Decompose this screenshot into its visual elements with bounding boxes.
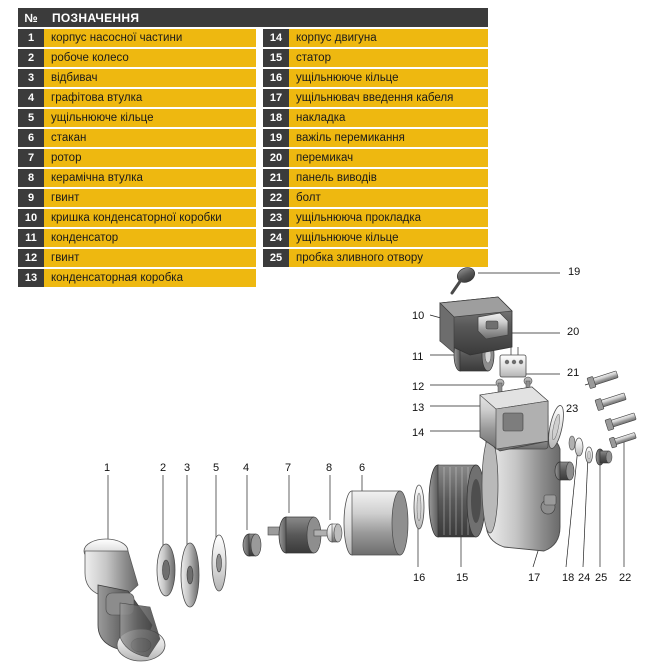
legend-item-14 — [263, 29, 488, 47]
part-deflector — [181, 543, 199, 607]
part-pad — [575, 438, 583, 456]
legend-item-4 — [18, 89, 256, 107]
callout-13: 13 — [412, 402, 425, 414]
callout-25: 25 — [595, 572, 608, 584]
part-terminal-panel — [500, 347, 526, 377]
legend-item-number: 7 — [18, 149, 44, 167]
legend-item-number: 13 — [18, 269, 44, 287]
legend-item-label: ущільнююче кільце — [289, 229, 488, 247]
legend-item-5 — [18, 109, 256, 127]
callout-15: 15 — [456, 572, 469, 584]
legend-item-11 — [18, 229, 256, 247]
part-stator — [429, 465, 485, 537]
legend-item-7 — [18, 149, 256, 167]
legend-item-15 — [263, 49, 488, 67]
callout-16: 16 — [413, 572, 426, 584]
part-screw-9 — [569, 436, 575, 450]
legend-item-label: панель виводів — [289, 169, 488, 187]
part-rotor — [268, 517, 328, 553]
part-pump-housing — [84, 539, 165, 661]
legend-item-22 — [263, 189, 488, 207]
legend-item-label: кришка конденсаторної коробки — [44, 209, 256, 227]
legend-item-number: 8 — [18, 169, 44, 187]
callout-23: 23 — [566, 403, 579, 415]
legend-item-17 — [263, 89, 488, 107]
legend-item-label: робоче колесо — [44, 49, 256, 67]
legend-item-label: ущільнююче кільце — [44, 109, 256, 127]
callout-10: 10 — [412, 310, 425, 322]
callout-7: 7 — [285, 462, 292, 474]
legend-header-row — [18, 8, 488, 27]
legend-item-label: графітова втулка — [44, 89, 256, 107]
legend-item-10 — [18, 209, 256, 227]
legend-item-number: 11 — [18, 229, 44, 247]
callout-21: 21 — [567, 367, 580, 379]
legend-item-number: 15 — [263, 49, 289, 67]
legend-item-3 — [18, 69, 256, 87]
callout-17: 17 — [528, 572, 541, 584]
legend-item-label: накладка — [289, 109, 488, 127]
callout-19: 19 — [568, 266, 581, 278]
part-bolts — [587, 369, 637, 448]
part-switch — [478, 313, 508, 339]
legend-item-label: перемикач — [289, 149, 488, 167]
callout-22: 22 — [619, 572, 632, 584]
callout-6: 6 — [359, 462, 366, 474]
legend-item-number: 1 — [18, 29, 44, 47]
legend-item-8 — [18, 169, 256, 187]
callout-18: 18 — [562, 572, 575, 584]
part-switch-lever — [452, 265, 477, 293]
legend-item-label: ущільнююча прокладка — [289, 209, 488, 227]
legend-item-6 — [18, 129, 256, 147]
legend-item-label: керамічна втулка — [44, 169, 256, 187]
legend-item-number: 19 — [263, 129, 289, 147]
legend-item-number: 9 — [18, 189, 44, 207]
callout-12: 12 — [412, 381, 425, 393]
legend-item-label: стакан — [44, 129, 256, 147]
legend-item-number: 6 — [18, 129, 44, 147]
legend-item-20 — [263, 149, 488, 167]
legend-column-left — [18, 29, 256, 287]
callout-4: 4 — [243, 462, 250, 474]
callout-24: 24 — [578, 572, 591, 584]
legend-item-label: відбивач — [44, 69, 256, 87]
legend-item-number: 5 — [18, 109, 44, 127]
part-drain-plug — [596, 449, 612, 465]
legend-item-number: 3 — [18, 69, 44, 87]
legend-item-label: конденсаторная коробка — [44, 269, 256, 287]
legend-item-number: 18 — [263, 109, 289, 127]
part-sealing-ring-5 — [212, 535, 226, 591]
part-sealing-ring-24 — [586, 447, 593, 463]
legend-item-number: 25 — [263, 249, 289, 267]
callout-8: 8 — [326, 462, 333, 474]
legend-item-number: 20 — [263, 149, 289, 167]
legend-item-number: 22 — [263, 189, 289, 207]
legend-item-number: 4 — [18, 89, 44, 107]
legend-item-24 — [263, 229, 488, 247]
legend-item-21 — [263, 169, 488, 187]
legend-item-number: 17 — [263, 89, 289, 107]
legend-item-2 — [18, 49, 256, 67]
legend-item-label: болт — [289, 189, 488, 207]
legend-item-label: конденсатор — [44, 229, 256, 247]
legend-item-19 — [263, 129, 488, 147]
legend-item-label: пробка зливного отвору — [289, 249, 488, 267]
part-graphite-bush — [243, 534, 261, 556]
callout-2: 2 — [160, 462, 167, 474]
part-cable-seal — [555, 462, 574, 480]
legend-item-number: 12 — [18, 249, 44, 267]
legend-item-number: 24 — [263, 229, 289, 247]
part-sealing-gasket — [546, 404, 567, 450]
legend-item-label: ущільнююче кільце — [289, 69, 488, 87]
legend-item-23 — [263, 209, 488, 227]
legend-item-label: ротор — [44, 149, 256, 167]
legend-item-number: 14 — [263, 29, 289, 47]
callout-5: 5 — [213, 462, 220, 474]
callout-14: 14 — [412, 427, 425, 439]
part-cup — [344, 491, 408, 555]
legend-item-label: корпус насосної частини — [44, 29, 256, 47]
legend-item-9 — [18, 189, 256, 207]
part-capacitor-box — [480, 387, 548, 451]
part-impeller — [157, 544, 175, 596]
exploded-view-diagram — [0, 255, 657, 670]
part-sealing-ring-16 — [414, 485, 424, 529]
legend-item-number: 2 — [18, 49, 44, 67]
legend-item-number: 23 — [263, 209, 289, 227]
legend-item-label: ущільнювач введення кабеля — [289, 89, 488, 107]
legend-table — [18, 8, 488, 287]
legend-column-right — [263, 29, 488, 287]
legend-item-18 — [263, 109, 488, 127]
legend-item-number: 21 — [263, 169, 289, 187]
legend-item-label: гвинт — [44, 249, 256, 267]
callout-1: 1 — [104, 462, 111, 474]
legend-header-label: ПОЗНАЧЕННЯ — [44, 8, 488, 27]
callout-3: 3 — [184, 462, 191, 474]
legend-item-label: корпус двигуна — [289, 29, 488, 47]
legend-header-number: № — [18, 8, 44, 27]
callout-20: 20 — [567, 326, 580, 338]
callout-11: 11 — [412, 351, 424, 363]
legend-item-label: статор — [289, 49, 488, 67]
legend-item-16 — [263, 69, 488, 87]
legend-item-number: 10 — [18, 209, 44, 227]
legend-item-1 — [18, 29, 256, 47]
legend-item-label: важіль перемикання — [289, 129, 488, 147]
part-ceramic-bush — [327, 524, 342, 542]
legend-item-label: гвинт — [44, 189, 256, 207]
legend-item-number: 16 — [263, 69, 289, 87]
